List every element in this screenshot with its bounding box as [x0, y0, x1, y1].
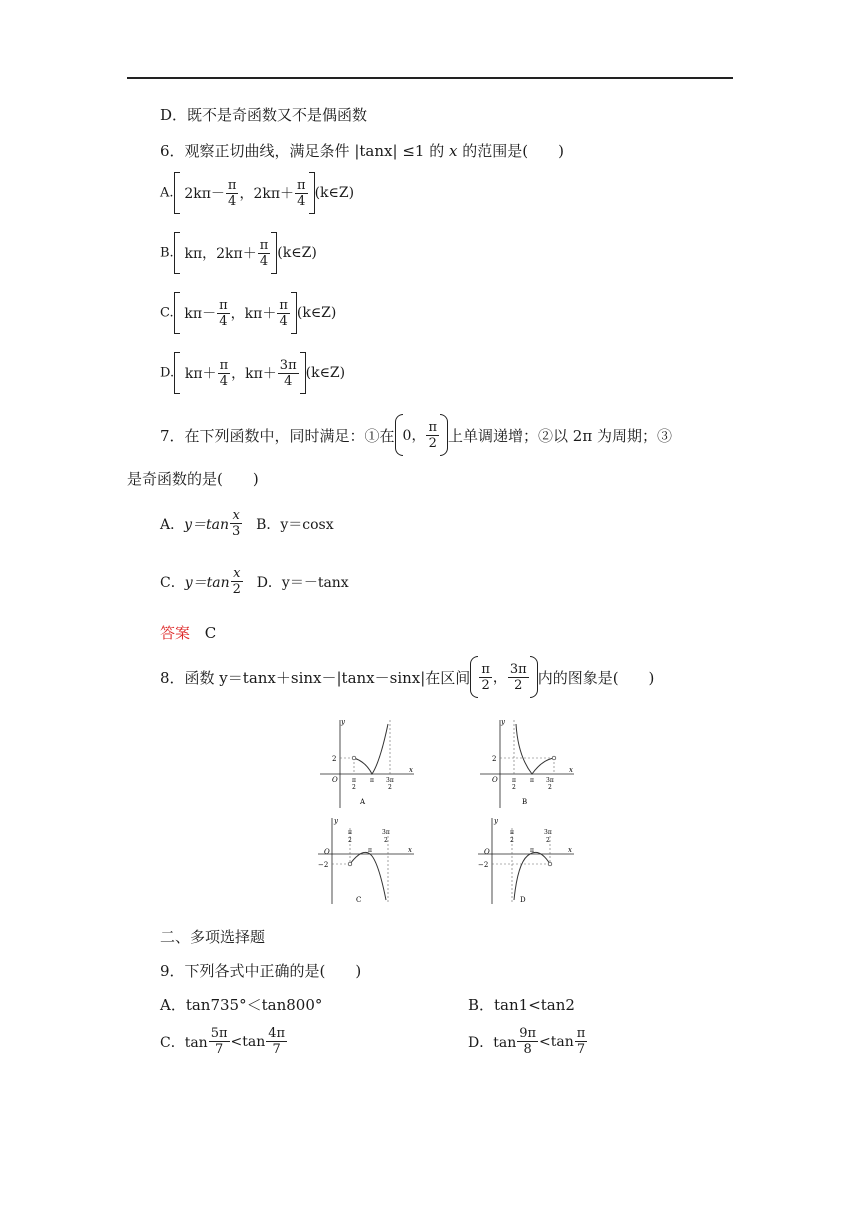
svg-text:x: x [408, 846, 412, 854]
fraction: $\frac{\pi}{4}$ [219, 357, 229, 389]
interval-start: 0， [402, 428, 426, 444]
fraction: $\frac{x}{2}$ [232, 566, 241, 597]
svg-text:π: π [370, 777, 374, 784]
svg-text:π: π [348, 829, 352, 836]
q7-options-cd [160, 566, 349, 597]
domain-suffix: (k∈Z) [296, 305, 337, 321]
svg-text:π: π [530, 777, 534, 784]
q5-option-d: D．既不是奇函数又不是偶函数 [160, 106, 368, 124]
svg-text:A: A [360, 798, 366, 806]
q8-stem-text2: 内的图象是( ) [537, 668, 655, 687]
domain-suffix: (k∈Z) [314, 185, 355, 201]
svg-text:3π: 3π [544, 829, 552, 836]
fraction: $\frac{\pi}{2}$ [481, 661, 490, 693]
option-label: D. [160, 365, 175, 381]
expr-part: kπ－ [184, 306, 217, 322]
option-func: y＝tan [184, 574, 230, 591]
q9-option-c: C．tan $\frac{5\pi}{7}$ <tan $\frac{4\pi}{7}$ [160, 1026, 286, 1057]
q6-option-a [160, 172, 354, 214]
fraction: $\frac{\pi}{2}$ [428, 419, 438, 451]
left-paren [470, 656, 478, 698]
option-label: C. [160, 305, 174, 321]
right-paren [530, 656, 538, 698]
svg-text:O: O [332, 776, 338, 784]
graph-b [478, 716, 578, 810]
fraction: $\frac{\pi}{7}$ [576, 1026, 586, 1057]
svg-text:B: B [522, 798, 528, 806]
svg-text:2: 2 [492, 755, 497, 763]
fraction: $\frac{9\pi}{8}$ [519, 1026, 537, 1057]
svg-text:2: 2 [332, 755, 337, 763]
q6-stem [160, 140, 564, 161]
right-paren [440, 414, 448, 456]
q9-option-a: A．tan735°＜tan800° [160, 996, 323, 1014]
svg-text:2: 2 [510, 837, 514, 844]
option-label: C． [160, 574, 185, 591]
svg-text:π: π [530, 847, 534, 854]
q9-option-d: D．tan $\frac{9\pi}{8}$ <tan $\frac{\pi}{7}$ [468, 1026, 586, 1057]
svg-text:O: O [492, 776, 498, 784]
left-bracket [174, 172, 180, 214]
curve [350, 852, 386, 900]
q9-option-b: B．tan1<tan2 [468, 996, 575, 1014]
svg-text:C: C [356, 896, 362, 904]
svg-text:x: x [569, 766, 573, 774]
fraction: $\frac{\pi}{4}$ [227, 177, 237, 209]
answer-value: C [204, 624, 217, 642]
svg-text:π: π [368, 847, 372, 854]
q6-stem-text3: 的范围是( ) [462, 142, 564, 160]
svg-text:y: y [501, 718, 505, 726]
q6-stem-text: 6．观察正切曲线，满足条件 [160, 142, 350, 160]
fraction: $\frac{5\pi}{7}$ [210, 1026, 228, 1057]
q7-options-ab [160, 508, 334, 539]
option-label: A． [160, 516, 185, 533]
fraction: $\frac{x}{3}$ [232, 508, 241, 539]
svg-text:2: 2 [512, 784, 516, 791]
fraction: $\frac{3\pi}{2}$ [509, 661, 527, 693]
fraction: $\frac{\pi}{4}$ [259, 237, 269, 269]
option-b: B．y＝cosx [256, 516, 334, 533]
svg-text:D: D [520, 896, 526, 904]
graph-c [316, 814, 420, 910]
svg-text:2: 2 [352, 784, 356, 791]
curve [354, 724, 388, 774]
answer-label: 答案 [160, 624, 191, 642]
option-d: D．y＝－tanx [256, 574, 349, 591]
expr-part: ，kπ＋ [231, 366, 277, 382]
svg-text:2: 2 [384, 837, 388, 844]
q6-option-b [160, 232, 317, 274]
q6-stem-text2: ≤1 的 [402, 142, 445, 160]
section-heading: 二、多项选择题 [160, 928, 266, 946]
option-func: y＝tan [184, 516, 230, 533]
domain-suffix: (k∈Z) [277, 245, 317, 261]
header-rule [127, 77, 733, 79]
svg-text:O: O [324, 848, 330, 856]
graph-a [318, 716, 418, 810]
left-paren [395, 414, 403, 456]
svg-text:y: y [341, 718, 345, 726]
q7-stem-text2: 上单调递增；②以 2π 为周期；③ [448, 426, 672, 445]
svg-text:x: x [409, 766, 413, 774]
fraction: $\frac{\pi}{4}$ [219, 297, 228, 329]
q7-stem-text: 7．在下列函数中，同时满足：①在 [160, 426, 395, 445]
q7-stem-line2: 是奇函数的是( ) [127, 470, 259, 488]
svg-text:y: y [334, 817, 338, 825]
svg-text:−2: −2 [478, 861, 489, 869]
svg-text:x: x [568, 846, 572, 854]
fraction: $\frac{3\pi}{4}$ [279, 357, 297, 389]
svg-text:−2: −2 [318, 861, 329, 869]
q7-stem-line1 [160, 414, 672, 456]
q6-option-d [160, 352, 345, 394]
svg-text:O: O [484, 848, 490, 856]
q6-option-c [160, 292, 336, 334]
domain-suffix: (k∈Z) [305, 365, 346, 381]
svg-text:π: π [510, 829, 514, 836]
separator: ， [492, 670, 507, 686]
fraction: $\frac{\pi}{4}$ [297, 177, 306, 209]
svg-text:2: 2 [548, 784, 552, 791]
expr-part: kπ＋ [184, 366, 217, 382]
left-bracket [174, 352, 180, 394]
svg-text:3π: 3π [386, 777, 394, 784]
svg-text:3π: 3π [546, 777, 554, 784]
svg-text:2: 2 [348, 837, 352, 844]
q6-var: x [448, 142, 458, 160]
expr-part: ，kπ＋ [230, 306, 277, 322]
fraction: $\frac{\pi}{4}$ [279, 297, 288, 329]
expr-part: 2kπ－ [184, 186, 225, 202]
q6-abs-expr: |tanx| [354, 142, 398, 160]
svg-text:3π: 3π [382, 829, 390, 836]
curve [516, 724, 554, 774]
expr-part: kπ，2kπ＋ [184, 246, 257, 262]
q8-stem-text: 8．函数 y＝tanx＋sinx－|tanx－sinx|在区间 [160, 668, 471, 687]
curve [514, 852, 550, 900]
left-bracket [174, 292, 180, 334]
expr-part: ，2kπ＋ [239, 186, 295, 202]
q8-stem [160, 656, 654, 698]
svg-text:π: π [352, 777, 356, 784]
left-bracket [174, 232, 180, 274]
svg-text:π: π [512, 777, 516, 784]
option-label: B. [160, 245, 174, 261]
option-label: A. [160, 185, 174, 201]
svg-text:2: 2 [546, 837, 550, 844]
svg-text:2: 2 [388, 784, 392, 791]
q9-stem: 9．下列各式中正确的是( ) [160, 962, 362, 980]
answer-line [160, 622, 216, 643]
svg-text:y: y [494, 817, 498, 825]
graph-d [476, 814, 580, 910]
fraction: $\frac{4\pi}{7}$ [268, 1026, 286, 1057]
